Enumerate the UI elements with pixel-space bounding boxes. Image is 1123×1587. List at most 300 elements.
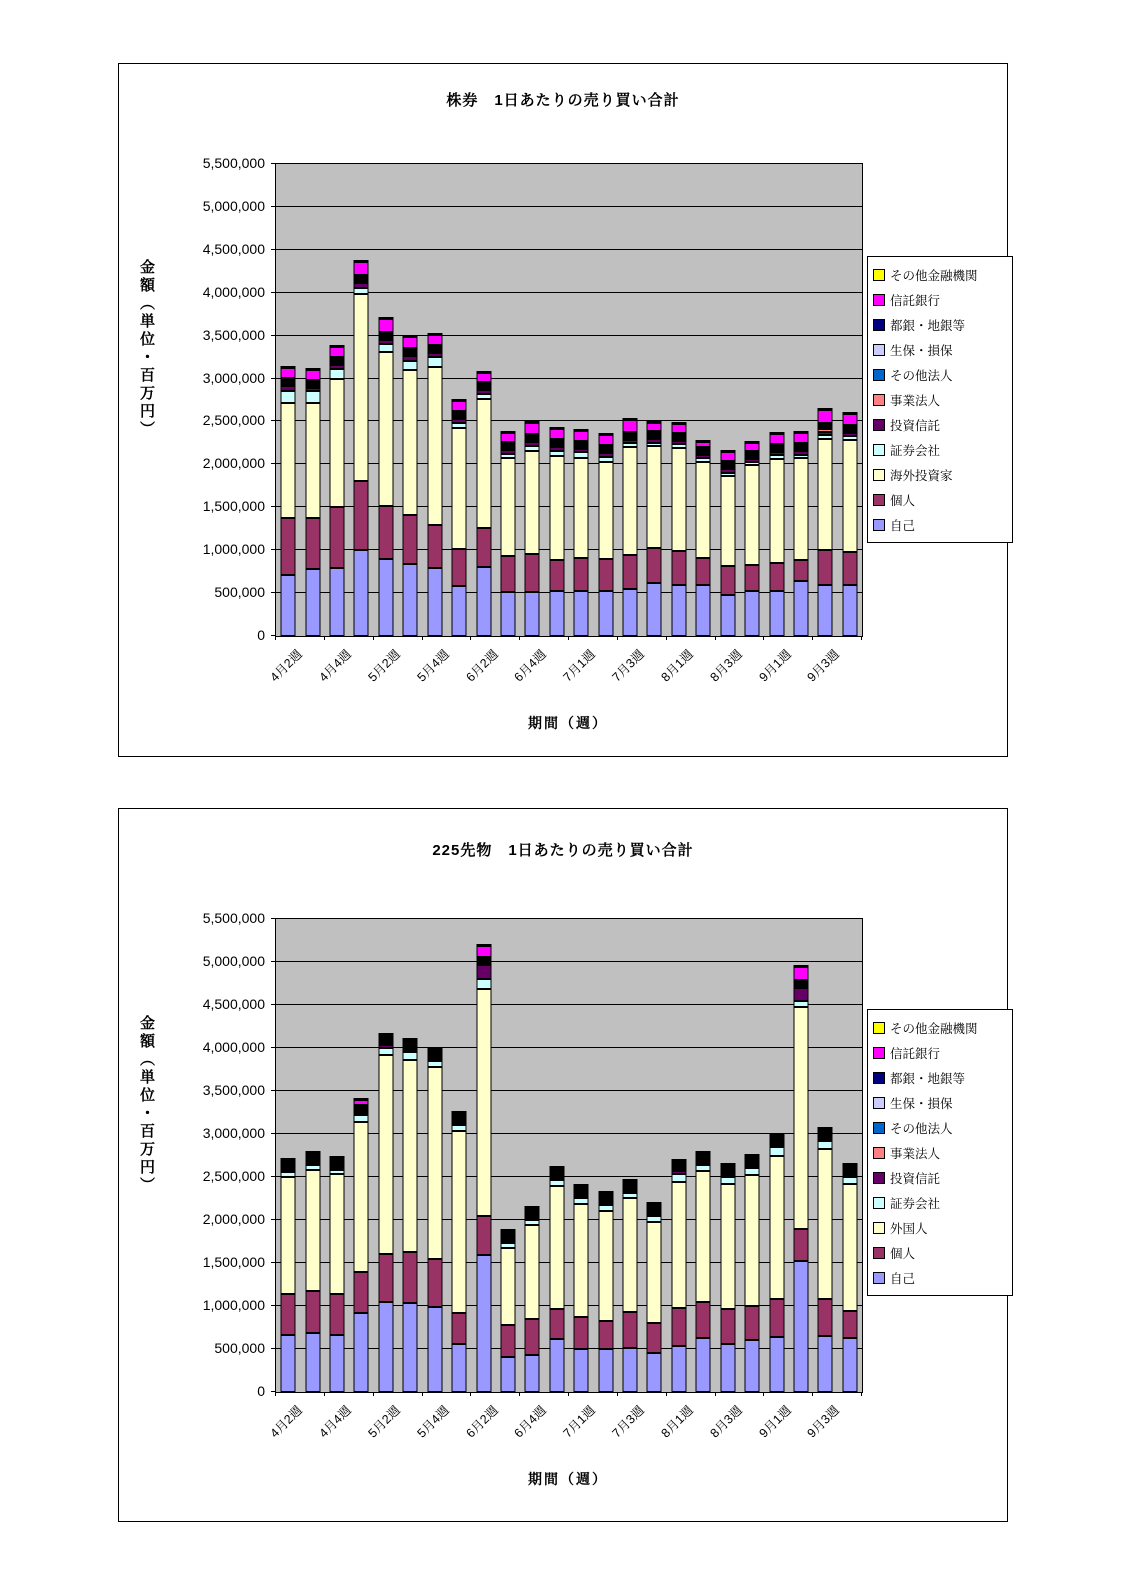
legend-label: その他法人 (890, 1121, 953, 1136)
stock-chart-frame (118, 63, 1008, 757)
legend-swatch (873, 1047, 885, 1059)
legend-swatch (873, 1097, 885, 1109)
bar-segment (574, 591, 589, 636)
bar-segment (378, 352, 393, 506)
bar-segment (476, 946, 491, 956)
legend-swatch (873, 1122, 885, 1134)
bar-segment (671, 551, 686, 584)
bar-segment (720, 1309, 735, 1344)
bar-segment (818, 410, 833, 423)
bar-segment (427, 525, 442, 568)
legend-swatch (873, 1022, 885, 1034)
legend-item (873, 1090, 1007, 1115)
bar-segment (330, 369, 345, 379)
legend-label: 生保・損保 (890, 1096, 953, 1111)
bar-segment (403, 1060, 418, 1252)
bar-segment (525, 1355, 540, 1392)
stacked-bar (647, 919, 662, 1392)
bar-segment (818, 1149, 833, 1299)
y-axis-tick (271, 463, 275, 464)
bar-segment (354, 1272, 369, 1313)
y-axis-tick (271, 163, 275, 164)
bar-segment (598, 1349, 613, 1392)
y-axis-tick (271, 549, 275, 550)
bar-segment (623, 1198, 638, 1312)
bar-segment (842, 414, 857, 424)
legend-item (873, 1140, 1007, 1165)
bar-segment (305, 518, 320, 569)
bar-segment (452, 1313, 467, 1344)
bar-segment (720, 1177, 735, 1184)
bar-segment (403, 564, 418, 636)
bar-segment (769, 434, 784, 443)
legend-item (873, 1265, 1007, 1290)
bar-segment (598, 462, 613, 559)
x-axis-tick-label: 5月4週 (414, 647, 452, 685)
bar-segment (281, 403, 296, 517)
bar-segment (330, 347, 345, 357)
bar-segment (793, 560, 808, 581)
bar-segment (598, 559, 613, 592)
bar-segment (623, 555, 638, 589)
stacked-bar (818, 164, 833, 636)
bar-segment (476, 373, 491, 382)
bar-segment (574, 458, 589, 558)
bar-segment (305, 1333, 320, 1392)
y-axis-tick-label: 2,500,000 (202, 412, 265, 429)
x-axis-tick (519, 636, 520, 640)
x-axis-tick-label: 6月2週 (463, 1403, 501, 1441)
stacked-bar (793, 164, 808, 636)
bar-segment (549, 1309, 564, 1339)
bar-segment (745, 1340, 760, 1392)
bar-segment (354, 1313, 369, 1392)
y-axis-tick-label: 4,500,000 (202, 996, 265, 1012)
x-axis-tick-label: 4月2週 (267, 1403, 306, 1441)
y-axis-tick-label: 1,500,000 (202, 498, 265, 515)
x-axis-tick-label: 4月4週 (316, 1403, 355, 1441)
bar-segment (574, 1317, 589, 1349)
x-axis-tick (812, 1392, 813, 1396)
stacked-bar (549, 164, 564, 636)
legend-swatch (873, 1272, 885, 1284)
y-axis-tick (271, 1047, 275, 1048)
legend-label: 事業法人 (890, 1146, 941, 1161)
bar-segment (647, 583, 662, 636)
legend-item (873, 1065, 1007, 1090)
bar-segment (769, 1147, 784, 1156)
bar-segment (793, 988, 808, 1001)
bar-segment (305, 1170, 320, 1290)
bar-segment (354, 294, 369, 480)
x-axis-tick (568, 1392, 569, 1396)
x-axis-tick (470, 636, 471, 640)
x-axis-tick (617, 1392, 618, 1396)
legend-item (873, 1215, 1007, 1240)
bar-segment (549, 591, 564, 636)
bar-segment (525, 592, 540, 636)
stacked-bar (842, 164, 857, 636)
legend-label: その他法人 (890, 368, 953, 383)
x-axis-tick (715, 1392, 716, 1396)
x-axis-tick (568, 636, 569, 640)
stacked-bar (842, 919, 857, 1392)
x-axis-tick-label: 6月2週 (463, 647, 501, 685)
bar-segment (793, 1261, 808, 1392)
stacked-bar (549, 919, 564, 1392)
x-axis-tick (763, 636, 764, 640)
legend-item (873, 387, 1007, 412)
y-axis-tick (271, 961, 275, 962)
legend-swatch (873, 1147, 885, 1159)
y-axis-tick (271, 1133, 275, 1134)
bar-segment (623, 447, 638, 554)
legend-item (873, 1165, 1007, 1190)
stacked-bar (427, 919, 442, 1392)
y-axis-tick-label: 5,000,000 (202, 197, 265, 214)
x-axis-tick-label: 7月1週 (560, 647, 599, 685)
y-axis-tick-label: 4,000,000 (202, 283, 265, 300)
bar-segment (330, 1335, 345, 1392)
stacked-bar (403, 919, 418, 1392)
bar-segment (720, 1184, 735, 1309)
bar-segment (281, 1294, 296, 1335)
bar-segment (769, 1337, 784, 1392)
y-axis-tick-label: 3,000,000 (202, 1125, 265, 1141)
bar-segment (696, 1338, 711, 1392)
bar-segment (623, 1312, 638, 1348)
y-axis-tick-label: 3,500,000 (202, 326, 265, 343)
x-axis-tick (715, 636, 716, 640)
legend-label: 海外投資家 (890, 468, 953, 483)
legend-swatch (873, 419, 885, 431)
bar-segment (452, 1344, 467, 1392)
legend-label: その他金融機関 (890, 1021, 978, 1036)
legend-label: 外国人 (890, 1221, 928, 1236)
stacked-bar (671, 919, 686, 1392)
x-axis-tick (470, 1392, 471, 1396)
bar-segment (403, 1303, 418, 1392)
bar-segment (476, 965, 491, 980)
y-axis-tick-label: 500,000 (214, 1340, 265, 1356)
legend-label: 生保・損保 (890, 343, 953, 358)
stacked-bar (574, 164, 589, 636)
bar-segment (818, 1336, 833, 1392)
stacked-bar (647, 164, 662, 636)
legend-item (873, 312, 1007, 337)
x-axis-tick (666, 636, 667, 640)
y-axis-tick (271, 1004, 275, 1005)
stacked-bar (598, 919, 613, 1392)
legend-label: 個人 (890, 493, 916, 508)
bar-segment (574, 558, 589, 591)
x-axis-tick (324, 1392, 325, 1396)
stacked-bar (427, 164, 442, 636)
x-axis-tick-label: 4月2週 (267, 647, 306, 685)
bar-segment (745, 443, 760, 451)
bar-segment (378, 506, 393, 558)
x-axis-tick-label: 9月3週 (804, 647, 843, 685)
y-axis-tick (271, 420, 275, 421)
stacked-bar (623, 919, 638, 1392)
stacked-bar (500, 919, 515, 1392)
stacked-bar (330, 164, 345, 636)
bar-segment (793, 433, 808, 443)
bar-segment (647, 1323, 662, 1353)
bar-segment (598, 591, 613, 636)
bar-segment (720, 476, 735, 565)
bar-segment (378, 559, 393, 636)
bar-segment (281, 575, 296, 636)
bar-segment (281, 518, 296, 575)
x-axis-tick-label: 4月4週 (316, 647, 355, 685)
legend-label: その他金融機関 (890, 268, 978, 283)
legend-item (873, 512, 1007, 537)
bar-segment (427, 367, 442, 525)
bar-segment (671, 1182, 686, 1308)
bar-segment (452, 428, 467, 549)
bar-segment (769, 459, 784, 563)
legend-label: 証券会社 (890, 443, 941, 458)
bar-segment (745, 1175, 760, 1306)
chart-title: 株券 1日あたりの売り買い合計 (446, 92, 680, 109)
bar-segment (671, 424, 686, 433)
legend-label: 事業法人 (890, 393, 941, 408)
x-axis-tick-label: 8月3週 (707, 647, 745, 685)
legend-swatch (873, 1197, 885, 1209)
legend-swatch (873, 294, 885, 306)
bar-segment (452, 401, 467, 410)
stacked-bar (354, 919, 369, 1392)
y-axis-tick (271, 206, 275, 207)
stacked-bar (720, 164, 735, 636)
bar-segment (671, 585, 686, 636)
stacked-bar (623, 164, 638, 636)
stacked-bar (500, 164, 515, 636)
legend-label: 自己 (890, 518, 916, 533)
y-axis-tick (271, 1090, 275, 1091)
y-axis-tick-label: 500,000 (214, 584, 265, 601)
bar-segment (525, 423, 540, 434)
futures-chart-frame (118, 808, 1008, 1522)
bar-segment (281, 1335, 296, 1392)
legend-item (873, 1190, 1007, 1215)
legend-label: 個人 (890, 1246, 916, 1261)
y-axis-tick (271, 292, 275, 293)
bar-segment (842, 440, 857, 552)
y-axis-tick-label: 1,500,000 (202, 1254, 265, 1270)
bar-segment (647, 1353, 662, 1392)
legend-swatch (873, 1072, 885, 1084)
stacked-bar (476, 919, 491, 1392)
x-axis-tick-label: 8月1週 (658, 1403, 696, 1441)
legend-swatch (873, 519, 885, 531)
bar-segment (403, 361, 418, 370)
bar-segment (500, 592, 515, 636)
y-axis-tick-label: 2,500,000 (202, 1168, 265, 1184)
y-axis-title: 金額（単位・百万円） (138, 1014, 155, 1195)
bar-segment (427, 357, 442, 367)
bar-segment (476, 1216, 491, 1256)
bar-segment (427, 1259, 442, 1307)
x-axis-tick-label: 6月4週 (511, 647, 550, 685)
y-axis-tick-label: 4,500,000 (202, 240, 265, 257)
legend-box (867, 256, 1013, 543)
bar-segment (696, 462, 711, 558)
bar-segment (476, 399, 491, 528)
bar-segment (354, 1115, 369, 1122)
y-axis-tick (271, 506, 275, 507)
stacked-bar (281, 164, 296, 636)
bar-segment (696, 585, 711, 636)
legend-item (873, 487, 1007, 512)
chart-title: 225先物 1日あたりの売り買い合計 (432, 842, 694, 859)
x-axis-tick-label: 5月2週 (365, 647, 403, 685)
stacked-bar (793, 919, 808, 1392)
bar-segment (427, 335, 442, 345)
legend-item (873, 437, 1007, 462)
stacked-bar (818, 919, 833, 1392)
bar-segment (696, 1171, 711, 1302)
bar-segment (745, 565, 760, 591)
bar-segment (769, 563, 784, 590)
bar-segment (549, 560, 564, 592)
bar-segment (330, 507, 345, 568)
stacked-bar (452, 919, 467, 1392)
stacked-bar (305, 164, 320, 636)
legend-swatch (873, 494, 885, 506)
bar-segment (647, 423, 662, 431)
stacked-bar (403, 164, 418, 636)
bar-segment (500, 1248, 515, 1325)
stacked-bar (745, 164, 760, 636)
bar-segment (330, 379, 345, 507)
x-axis-title: 期間（週） (528, 1471, 608, 1487)
bar-segment (378, 1055, 393, 1254)
bar-segment (623, 420, 638, 431)
bar-segment (842, 1311, 857, 1338)
legend-swatch (873, 344, 885, 356)
bar-segment (842, 1184, 857, 1311)
y-axis-tick-label: 2,000,000 (202, 1211, 265, 1227)
legend-item (873, 412, 1007, 437)
bar-segment (378, 319, 393, 332)
stacked-bar (305, 919, 320, 1392)
y-axis-tick (271, 1305, 275, 1306)
bar-segment (696, 558, 711, 585)
x-axis-tick (666, 1392, 667, 1396)
bar-segment (647, 446, 662, 548)
bar-segment (720, 452, 735, 461)
x-axis-tick (324, 636, 325, 640)
legend-swatch (873, 269, 885, 281)
stacked-bar (330, 919, 345, 1392)
bar-segment (330, 568, 345, 636)
legend-label: 投資信託 (890, 418, 941, 433)
bar-segment (378, 344, 393, 352)
bar-segment (378, 1048, 393, 1055)
bar-segment (549, 1186, 564, 1309)
x-axis-tick (519, 1392, 520, 1396)
y-axis-tick-label: 5,500,000 (202, 155, 265, 171)
bar-segment (305, 391, 320, 403)
bar-segment (427, 1307, 442, 1392)
bar-segment (623, 589, 638, 636)
bar-segment (476, 979, 491, 988)
x-axis-tick (275, 1392, 276, 1396)
y-axis-tick (271, 378, 275, 379)
bar-segment (378, 1302, 393, 1392)
legend-label: 投資信託 (890, 1171, 941, 1186)
legend-swatch (873, 1172, 885, 1184)
y-axis-tick (271, 1262, 275, 1263)
x-axis-tick (422, 636, 423, 640)
x-axis-tick-label: 7月3週 (609, 647, 648, 685)
x-axis-tick-label: 7月3週 (609, 1403, 648, 1441)
y-axis-tick-label: 3,500,000 (202, 1082, 265, 1098)
bar-segment (281, 391, 296, 404)
y-axis-tick (271, 249, 275, 250)
legend-swatch (873, 444, 885, 456)
bar-segment (818, 439, 833, 551)
bar-segment (305, 403, 320, 518)
stacked-bar (769, 919, 784, 1392)
legend-box (867, 1009, 1013, 1296)
bar-segment (793, 458, 808, 560)
bar-segment (842, 585, 857, 636)
y-axis-title: 金額（単位・百万円） (138, 259, 155, 439)
x-axis-tick (275, 636, 276, 640)
stacked-bar (452, 164, 467, 636)
bar-segment (305, 1291, 320, 1333)
bar-segment (330, 1174, 345, 1294)
bar-segment (378, 1254, 393, 1302)
bar-segment (842, 552, 857, 585)
bar-segment (574, 1204, 589, 1318)
bar-segment (671, 1308, 686, 1346)
bar-segment (598, 1321, 613, 1349)
y-axis-tick (271, 592, 275, 593)
bar-segment (574, 1349, 589, 1392)
bar-segment (354, 262, 369, 275)
legend-label: 証券会社 (890, 1196, 941, 1211)
legend-item (873, 362, 1007, 387)
stacked-bar (281, 919, 296, 1392)
bar-segment (500, 458, 515, 556)
bar-segment (525, 1225, 540, 1319)
bar-segment (525, 1319, 540, 1355)
bar-segment (818, 1141, 833, 1149)
legend-item (873, 1015, 1007, 1040)
stacked-bar (745, 919, 760, 1392)
x-axis-tick (861, 636, 862, 640)
y-axis-tick (271, 335, 275, 336)
y-axis-tick (271, 1176, 275, 1177)
bar-segment (476, 567, 491, 637)
bar-segment (305, 569, 320, 636)
bar-segment (793, 1229, 808, 1261)
x-axis-tick-label: 8月3週 (707, 1403, 745, 1441)
bar-segment (793, 1007, 808, 1230)
stacked-bar (378, 164, 393, 636)
bar-segment (745, 591, 760, 636)
bar-segment (574, 431, 589, 440)
bar-segment (598, 1211, 613, 1320)
bar-segment (452, 1131, 467, 1312)
y-axis-tick-label: 3,000,000 (202, 369, 265, 386)
y-axis-tick-label: 0 (257, 1383, 265, 1399)
bar-segment (500, 433, 515, 442)
